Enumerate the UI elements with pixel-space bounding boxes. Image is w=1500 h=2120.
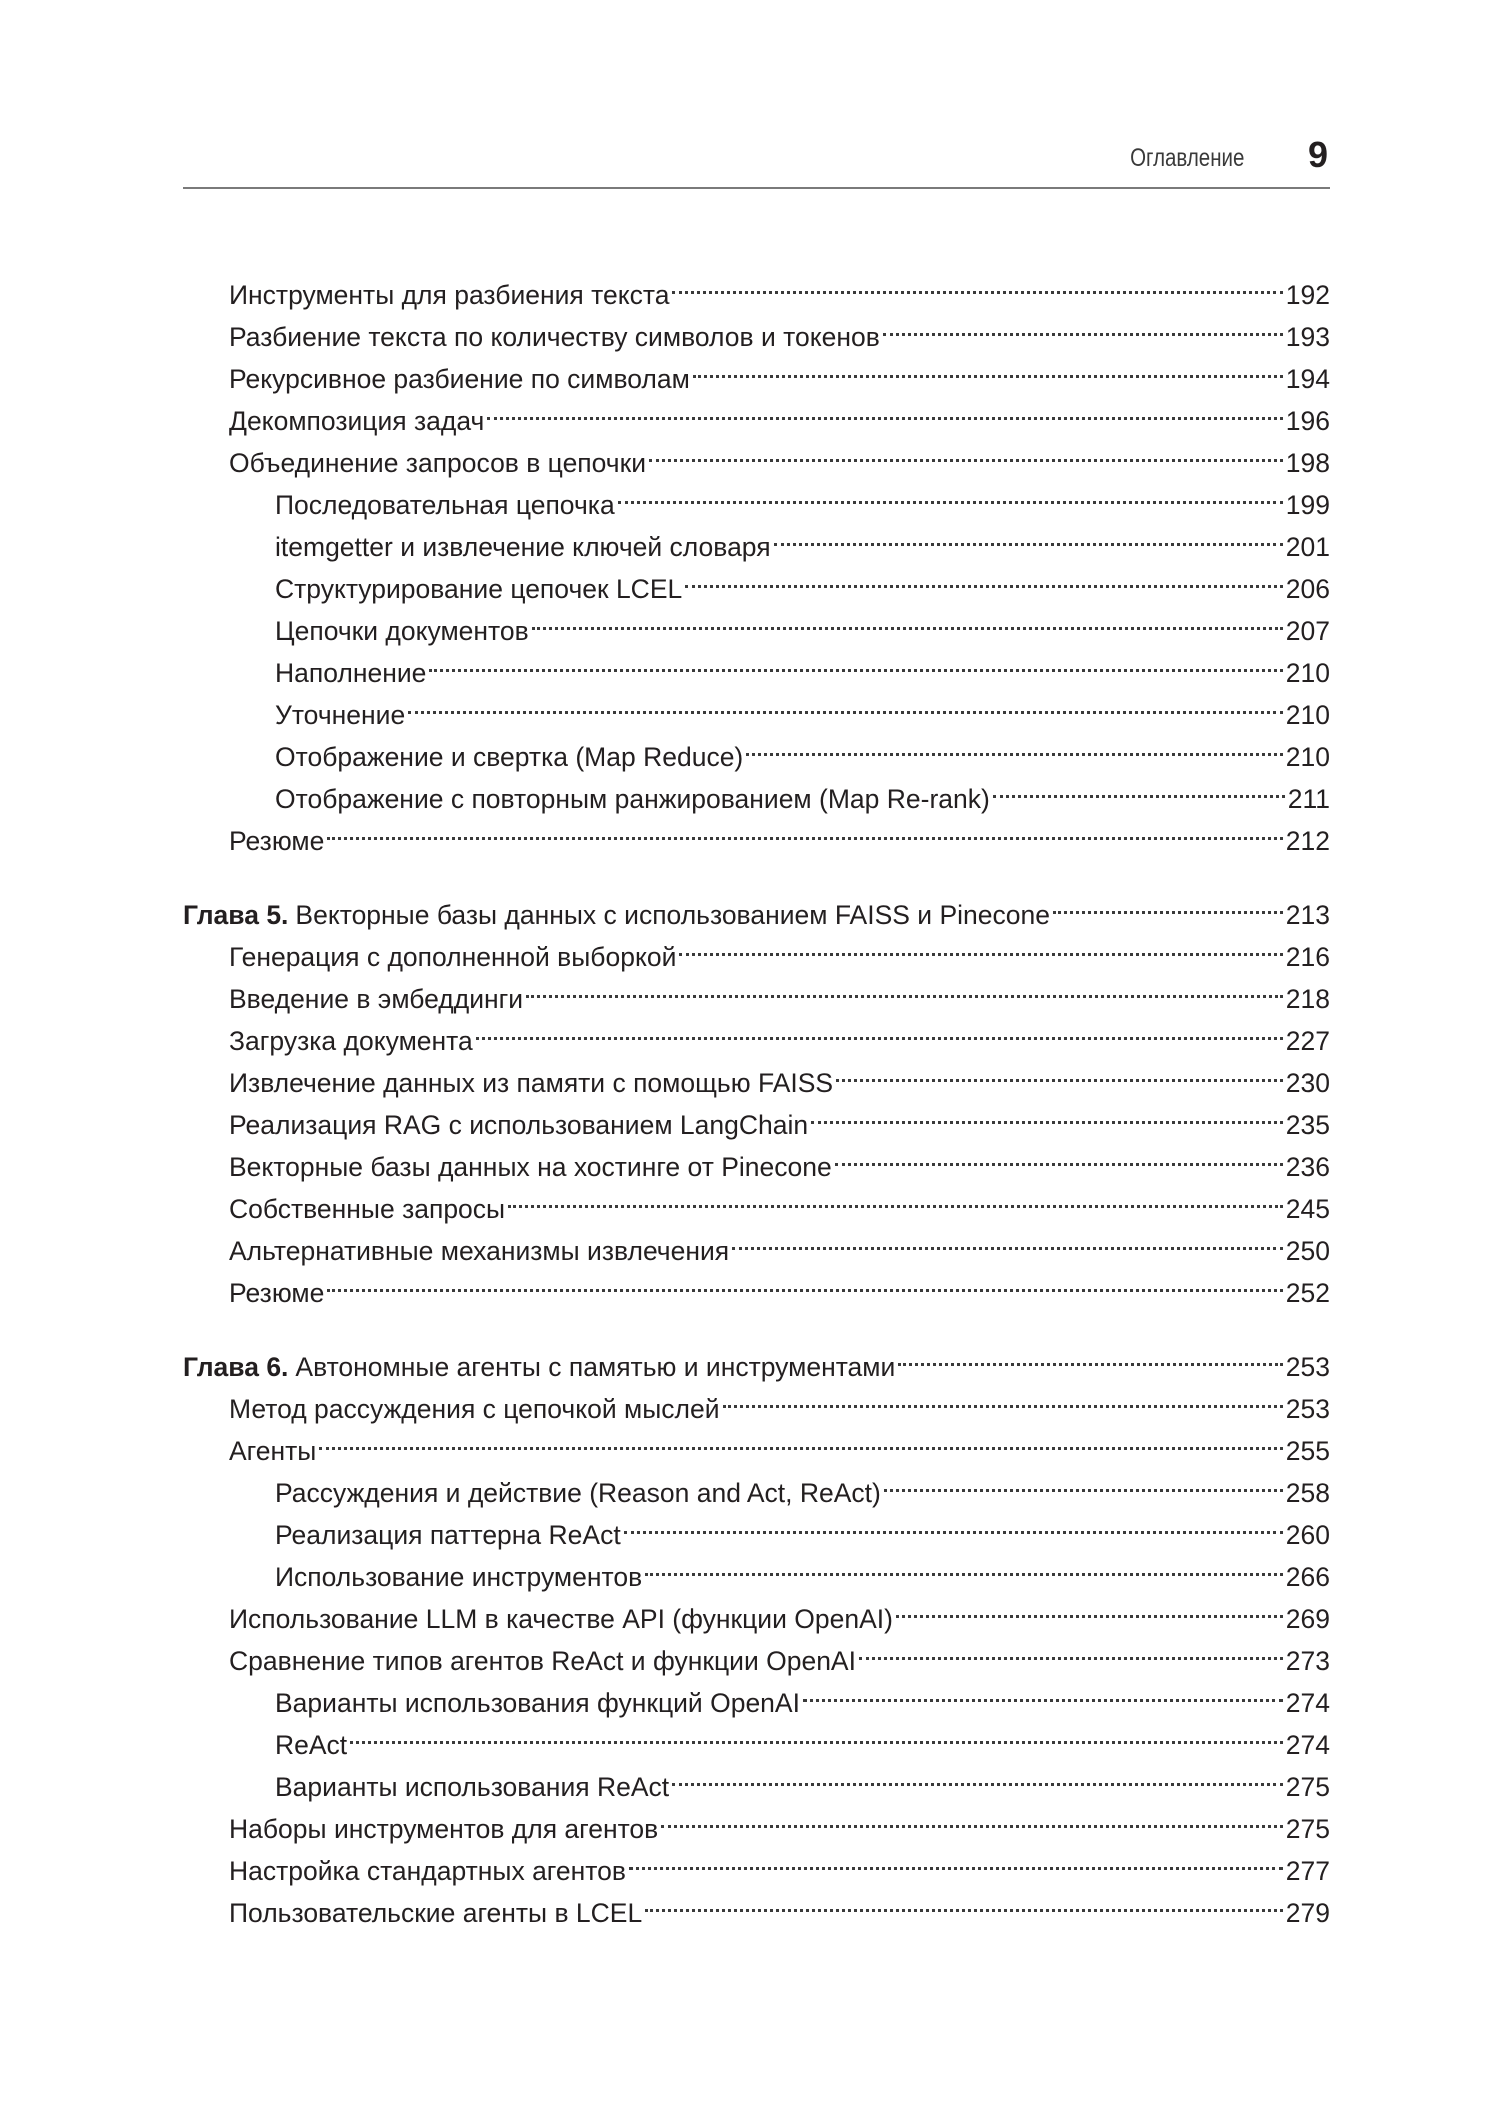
toc-page-number: 266 — [1285, 1562, 1330, 1592]
toc-entry-text: Объединение запросов в цепочки — [229, 448, 647, 478]
dot-leader — [672, 1754, 1283, 1796]
toc-entry-title — [229, 1640, 856, 1682]
toc-entry-title — [275, 484, 615, 526]
toc-entry[interactable] — [183, 808, 1330, 856]
dot-leader — [624, 1502, 1283, 1544]
toc-entry-text: Структурирование цепочек LCEL — [275, 574, 683, 604]
dot-leader — [672, 262, 1282, 304]
dot-leader — [408, 682, 1283, 724]
toc-page-number: 210 — [1285, 658, 1330, 688]
toc-page-number: 211 — [1287, 784, 1330, 814]
toc-entry-text: Генерация с дополненной выборкой — [229, 942, 677, 972]
toc-entry-title — [275, 1766, 669, 1808]
toc-entry-text: Загрузка документа — [229, 1026, 473, 1056]
toc-entry[interactable] — [183, 1712, 1330, 1760]
toc-entry-text: ReAct — [275, 1730, 348, 1760]
dot-leader — [884, 1460, 1283, 1502]
page-number: 9 — [1307, 134, 1328, 175]
toc-entry-text: Варианты использования ReAct — [275, 1772, 670, 1802]
dot-leader — [526, 966, 1283, 1008]
toc-page-number: 213 — [1285, 900, 1330, 930]
dot-leader — [896, 1586, 1283, 1628]
toc-chapter-entry[interactable] — [183, 1334, 1330, 1382]
toc-entry-text: Резюме — [229, 826, 325, 856]
toc-entry-text: Рекурсивное разбиение по символам — [229, 364, 690, 394]
toc-page-number: 212 — [1285, 826, 1330, 856]
toc-entry-text: Собственные запросы — [229, 1194, 506, 1224]
toc-entry-text: Наполнение — [275, 658, 427, 688]
dot-leader — [645, 1544, 1283, 1586]
dot-leader — [685, 556, 1283, 598]
toc-page-number: 218 — [1285, 984, 1330, 1014]
toc-page-number: 201 — [1285, 532, 1330, 562]
toc-entry-title — [229, 1892, 642, 1934]
toc-entry[interactable] — [183, 1460, 1330, 1508]
toc-entry-text: Разбиение текста по количеству символов и токенов — [229, 322, 880, 352]
toc-entry[interactable] — [183, 262, 1330, 310]
toc-page-number: 275 — [1285, 1814, 1330, 1844]
dot-leader — [693, 346, 1283, 388]
dot-leader — [327, 808, 1282, 850]
toc-entry-text: Использование LLM в качестве API (функции OpenAI) — [229, 1604, 893, 1634]
toc-page-number: 194 — [1285, 364, 1330, 394]
chapter-label: Глава 5. — [183, 900, 289, 930]
dot-leader — [508, 1176, 1283, 1218]
toc-entry-text: Реализация RAG с использованием LangChain — [229, 1110, 809, 1140]
toc-page-number: 236 — [1285, 1152, 1330, 1182]
toc-entry-text: Альтернативные механизмы извлечения — [229, 1236, 730, 1266]
dot-leader — [1053, 882, 1283, 924]
toc-entry[interactable] — [183, 1418, 1330, 1466]
toc-page-number: 227 — [1285, 1026, 1330, 1056]
toc-entry-title — [229, 1272, 324, 1314]
dot-leader — [618, 472, 1283, 514]
toc-page-number: 210 — [1285, 700, 1330, 730]
toc-entry-text: Векторные базы данных с использованием FAISS и Pinecone — [295, 900, 1050, 930]
dot-leader — [835, 1134, 1283, 1176]
toc-page-number: 193 — [1285, 322, 1330, 352]
dot-leader — [487, 388, 1282, 430]
toc-page-number: 258 — [1285, 1478, 1330, 1508]
dot-leader — [836, 1050, 1283, 1092]
toc-page-number: 199 — [1285, 490, 1330, 520]
toc-page-number: 269 — [1285, 1604, 1330, 1634]
toc-entry-title — [229, 442, 646, 484]
toc-entry[interactable] — [183, 1754, 1330, 1802]
toc-entry-text: Декомпозиция задач — [229, 406, 485, 436]
toc-entry-text: Сравнение типов агентов ReAct и функции OpenAI — [229, 1646, 856, 1676]
dot-leader — [476, 1008, 1283, 1050]
dot-leader — [993, 766, 1285, 808]
toc-entry-title — [229, 1188, 505, 1230]
dot-leader — [774, 514, 1283, 556]
toc-entry-text: Векторные базы данных на хостинге от Pinecone — [229, 1152, 832, 1182]
toc-entry-text: Отображение с повторным ранжированием (Map Re-rank) — [275, 784, 990, 814]
toc-page-number: 245 — [1285, 1194, 1330, 1224]
toc-page-number: 230 — [1285, 1068, 1330, 1098]
toc-page-number: 206 — [1285, 574, 1330, 604]
toc-entry-text: Варианты использования функций OpenAI — [275, 1688, 800, 1718]
toc-page-number: 210 — [1285, 742, 1330, 772]
dot-leader — [429, 640, 1282, 682]
toc-page-number: 260 — [1285, 1520, 1330, 1550]
toc-entry-text: Агенты — [229, 1436, 317, 1466]
toc-entry-title — [275, 694, 405, 736]
toc-entry-text: Реализация паттерна ReAct — [275, 1520, 621, 1550]
running-head — [183, 130, 1330, 189]
toc-entry-title — [229, 1020, 473, 1062]
dot-leader — [645, 1880, 1283, 1922]
dot-leader — [679, 924, 1282, 966]
toc-entry-text: Рассуждения и действие (Reason and Act, ReAct) — [275, 1478, 881, 1508]
toc-page-number: 279 — [1285, 1898, 1330, 1928]
dot-leader — [629, 1838, 1283, 1880]
toc-entry-text: Пользовательские агенты в LCEL — [229, 1898, 643, 1928]
dot-leader — [859, 1628, 1283, 1670]
toc-page-number: 198 — [1285, 448, 1330, 478]
running-head-title: Оглавление — [1129, 144, 1244, 172]
toc-page-number: 277 — [1285, 1856, 1330, 1886]
dot-leader — [732, 1218, 1283, 1260]
toc-entry-text: Введение в эмбеддинги — [229, 984, 524, 1014]
dot-leader — [898, 1334, 1282, 1376]
toc-entry-title — [229, 1430, 316, 1472]
toc-page-number: 275 — [1285, 1772, 1330, 1802]
toc-page-number: 252 — [1285, 1278, 1330, 1308]
toc-page-number: 250 — [1285, 1236, 1330, 1266]
dot-leader — [327, 1260, 1282, 1302]
toc-entry[interactable] — [183, 1260, 1330, 1308]
dot-leader — [803, 1670, 1283, 1712]
toc-entry-title — [275, 1514, 621, 1556]
toc-entry-text: Последовательная цепочка — [275, 490, 615, 520]
toc-entry-title — [229, 1598, 893, 1640]
toc-entry-title — [229, 400, 484, 442]
toc-page-number: 274 — [1285, 1730, 1330, 1760]
toc-entry-text: Метод рассуждения с цепочкой мыслей — [229, 1394, 720, 1424]
toc-entry-title — [229, 1062, 833, 1104]
toc-entry-title — [229, 1808, 658, 1850]
dot-leader — [883, 304, 1283, 346]
dot-leader — [649, 430, 1283, 472]
toc-entry-text: itemgetter и извлечение ключей словаря — [275, 532, 771, 562]
dot-leader — [746, 724, 1283, 766]
toc-entry-title — [229, 1850, 626, 1892]
toc-entry-text: Отображение и свертка (Map Reduce) — [275, 742, 744, 772]
dot-leader — [532, 598, 1283, 640]
toc-entry-title — [275, 736, 743, 778]
toc-entry-title — [229, 1104, 808, 1146]
dot-leader — [661, 1796, 1283, 1838]
chapter-label: Глава 6. — [183, 1352, 289, 1382]
toc-entry-title — [275, 1556, 642, 1598]
toc-chapter-entry[interactable] — [183, 882, 1330, 930]
toc-entry-text: Использование инструментов — [275, 1562, 643, 1592]
toc-entry-text: Наборы инструментов для агентов — [229, 1814, 659, 1844]
toc-page-number: 216 — [1285, 942, 1330, 972]
toc-page-number: 274 — [1285, 1688, 1330, 1718]
toc-page-number: 253 — [1285, 1394, 1330, 1424]
toc-page-number: 253 — [1285, 1352, 1330, 1382]
toc-page-number: 255 — [1285, 1436, 1330, 1466]
toc-page-number: 192 — [1285, 280, 1330, 310]
toc-entry-text: Извлечение данных из памяти с помощью FAISS — [229, 1068, 834, 1098]
toc-entry-text: Уточнение — [275, 700, 406, 730]
toc-entry-title — [275, 652, 426, 694]
dot-leader — [319, 1418, 1282, 1460]
toc-entry-title — [229, 820, 324, 862]
toc-entry-text: Цепочки документов — [275, 616, 529, 646]
toc-page-number: 235 — [1285, 1110, 1330, 1140]
toc-page-number: 207 — [1285, 616, 1330, 646]
toc-entry-text: Автономные агенты с памятью и инструментами — [295, 1352, 896, 1382]
toc-entry-text: Настройка стандартных агентов — [229, 1856, 626, 1886]
toc-entry-text: Инструменты для разбиения текста — [229, 280, 670, 310]
dot-leader — [350, 1712, 1283, 1754]
toc-entry-text: Резюме — [229, 1278, 325, 1308]
table-of-contents — [183, 262, 1330, 1928]
toc-entry-title — [229, 274, 669, 316]
dot-leader — [723, 1376, 1283, 1418]
dot-leader — [811, 1092, 1283, 1134]
toc-entry-title — [275, 1724, 347, 1766]
toc-page-number: 273 — [1285, 1646, 1330, 1676]
toc-page-number: 196 — [1285, 406, 1330, 436]
